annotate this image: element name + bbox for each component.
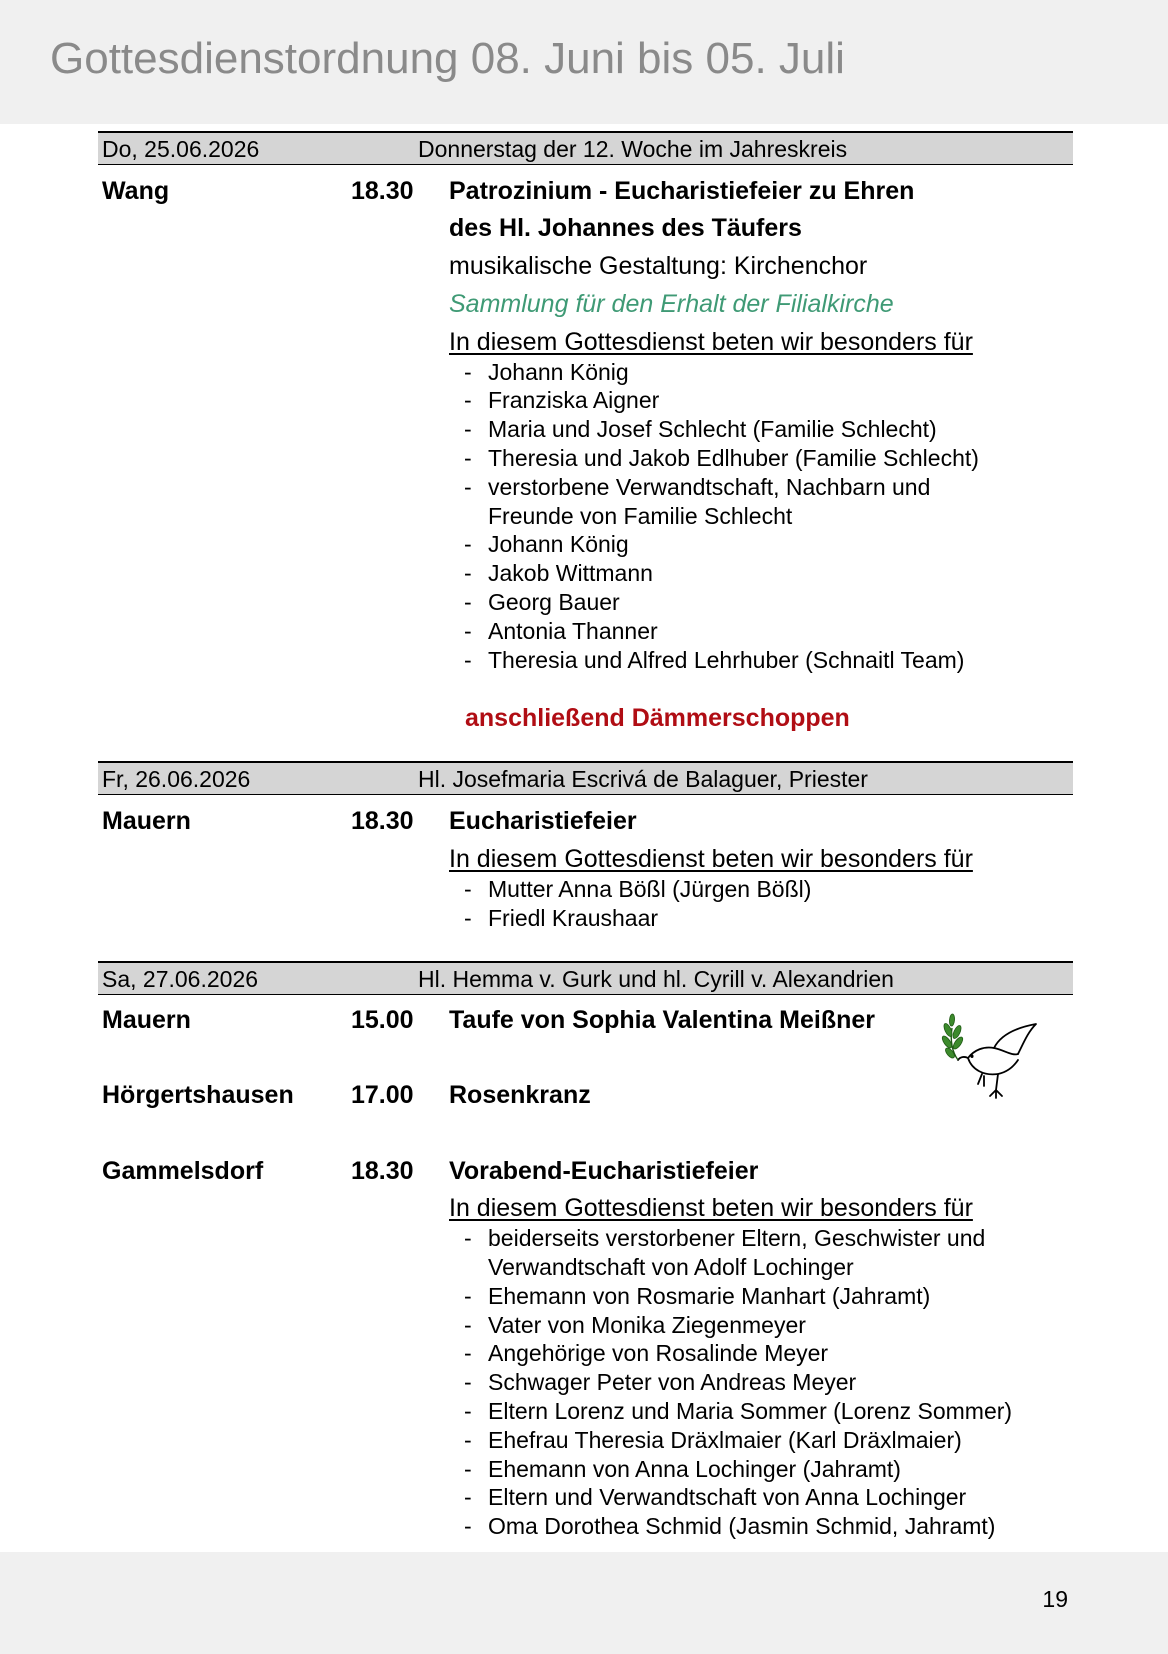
- list-item: - Theresia und Jakob Edlhuber (Familie Schlecht): [464, 445, 979, 471]
- dove-with-olive-branch-icon: [938, 1010, 1048, 1100]
- event-time: 18.30: [351, 807, 414, 835]
- event-title: des Hl. Johannes des Täufers: [449, 214, 802, 242]
- list-item: - Vater von Monika Ziegenmeyer: [464, 1312, 806, 1338]
- list-item: - Johann König: [464, 359, 629, 385]
- list-item: - Oma Dorothea Schmid (Jasmin Schmid, Jahramt): [464, 1513, 996, 1539]
- day-header-saturday: [98, 961, 1073, 995]
- list-item: - Antonia Thanner: [464, 618, 658, 644]
- list-item: - Jakob Wittmann: [464, 560, 653, 586]
- event-time: 18.30: [351, 1157, 414, 1185]
- event-title: Taufe von Sophia Valentina Meißner: [449, 1006, 876, 1034]
- list-item-continuation: Verwandtschaft von Adolf Lochinger: [488, 1254, 854, 1280]
- event-followup-note: anschließend Dämmerschoppen: [465, 704, 850, 732]
- event-title: Rosenkranz: [449, 1081, 591, 1109]
- list-item: - Theresia und Alfred Lehrhuber (Schnaitl Team): [464, 647, 965, 673]
- list-item: - Ehefrau Theresia Dräxlmaier (Karl Dräxlmaier): [464, 1427, 962, 1453]
- intentions-intro: In diesem Gottesdienst beten wir besonders für: [449, 1194, 973, 1222]
- event-place: Hörgertshausen: [102, 1081, 294, 1109]
- day-date: Fr, 26.06.2026: [102, 766, 251, 792]
- event-time: 17.00: [351, 1081, 414, 1109]
- list-item: - Friedl Kraushaar: [464, 905, 659, 931]
- list-item: - Ehemann von Rosmarie Manhart (Jahramt): [464, 1283, 931, 1309]
- event-title: Vorabend-Eucharistiefeier: [449, 1157, 759, 1185]
- event-place: Gammelsdorf: [102, 1157, 264, 1185]
- day-liturgical-name: Donnerstag der 12. Woche im Jahreskreis: [418, 136, 848, 162]
- event-place: Mauern: [102, 807, 191, 835]
- day-date: Do, 25.06.2026: [102, 136, 260, 162]
- list-item: - Johann König: [464, 531, 629, 557]
- list-item: - Maria und Josef Schlecht (Familie Schlecht): [464, 416, 937, 442]
- event-title: Eucharistiefeier: [449, 807, 637, 835]
- event-title: Patrozinium - Eucharistiefeier zu Ehren: [449, 177, 915, 205]
- intentions-intro: In diesem Gottesdienst beten wir besonders für: [449, 845, 973, 873]
- event-place: Wang: [102, 177, 170, 205]
- intentions-intro: In diesem Gottesdienst beten wir besonders für: [449, 328, 973, 356]
- event-time: 15.00: [351, 1006, 414, 1034]
- day-header-thursday: [98, 131, 1073, 165]
- day-liturgical-name: Hl. Josefmaria Escrivá de Balaguer, Priester: [418, 766, 868, 792]
- event-music-note: musikalische Gestaltung: Kirchenchor: [449, 252, 868, 280]
- event-time: 18.30: [351, 177, 414, 205]
- list-item-continuation: Freunde von Familie Schlecht: [488, 503, 793, 529]
- day-liturgical-name: Hl. Hemma v. Gurk und hl. Cyrill v. Alexandrien: [418, 966, 894, 992]
- page-number: 19: [1042, 1586, 1068, 1612]
- event-place: Mauern: [102, 1006, 191, 1034]
- list-item: - Eltern und Verwandtschaft von Anna Lochinger: [464, 1484, 967, 1510]
- list-item: - Georg Bauer: [464, 589, 620, 615]
- footer-band: [0, 1552, 1168, 1654]
- list-item: - Schwager Peter von Andreas Meyer: [464, 1369, 857, 1395]
- event-collection-note: Sammlung für den Erhalt der Filialkirche: [449, 290, 894, 318]
- list-item: - beiderseits verstorbener Eltern, Geschwister und: [464, 1225, 986, 1251]
- list-item: - Mutter Anna Bößl (Jürgen Bößl): [464, 876, 812, 902]
- page-title: Gottesdienstordnung 08. Juni bis 05. Juli: [50, 34, 845, 83]
- list-item: - Ehemann von Anna Lochinger (Jahramt): [464, 1456, 901, 1482]
- list-item: - Franziska Aigner: [464, 387, 660, 413]
- day-header-friday: [98, 761, 1073, 795]
- day-date: Sa, 27.06.2026: [102, 966, 259, 992]
- list-item: - verstorbene Verwandtschaft, Nachbarn und: [464, 474, 931, 500]
- list-item: - Angehörige von Rosalinde Meyer: [464, 1340, 829, 1366]
- list-item: - Eltern Lorenz und Maria Sommer (Lorenz Sommer): [464, 1398, 1013, 1424]
